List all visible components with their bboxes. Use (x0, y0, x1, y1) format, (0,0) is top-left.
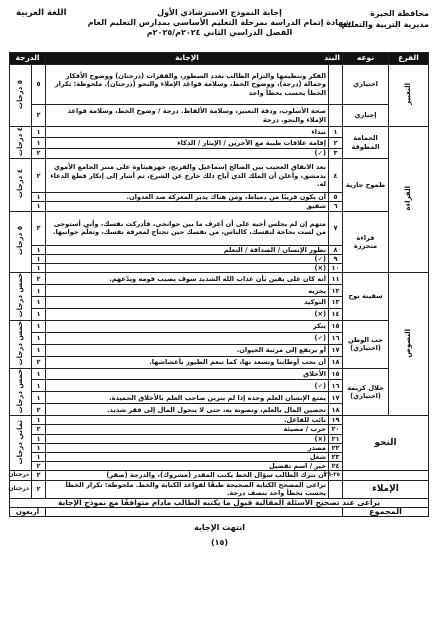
item-no: ١٦ (329, 332, 343, 344)
type-optional: اختياري (343, 65, 389, 105)
row-mark: ١ (32, 452, 46, 461)
item-no: ١٣ (329, 297, 343, 309)
lesson-free-reading: قراءة متحررة (343, 211, 389, 273)
answer-text: تطور الإنسان / الصداقة / التعلم (46, 245, 329, 254)
item-no: ٨ (329, 245, 343, 254)
answer-text: الفكر وتنظيمها والتزام الطالب بعدد السطور، والفقرات (درجتان) ووضوح الأفكار وجمالة (درجة)، ووضوح الخط، وسلامة قواعد الإملاء والنحو (درجتان). ملحوظة: تكرار الخطأ يحسب بخطأ واحد (46, 65, 329, 105)
lesson-toumooh: طموح جارية (343, 159, 389, 211)
answer-text: (×) (46, 434, 329, 443)
row-mark: ١ (32, 368, 46, 380)
item-no: ١١ (329, 273, 343, 285)
item-no: ٦ (329, 202, 343, 211)
item-no: ٧ (329, 211, 343, 245)
lesson-hub: حب الوطن (اختياري) (343, 320, 389, 368)
row-mark: ١ (32, 297, 46, 309)
row-mark: ١ (32, 245, 46, 254)
grade-total: درجتان (10, 471, 32, 480)
item-no: ٢١ (329, 434, 343, 443)
section-reading: القراءة (389, 127, 429, 273)
row-mark: ٢ (32, 273, 46, 285)
table-row (10, 211, 429, 245)
row-mark: ١ (32, 332, 46, 344)
end-text: انتهت الإجابة (194, 522, 245, 532)
answer-text: نائب للفاعل. (46, 416, 329, 425)
table-row (10, 273, 429, 285)
item-no: ١٤ (329, 308, 343, 320)
total-label: المجموع (343, 507, 429, 516)
row-mark: ٢ (32, 462, 46, 471)
answer-text: تحصين المال بالعلم، وتصونه به، حتى لا يتحول المال إلى فقر شديد. (46, 404, 329, 416)
answer-text: أو يرتفع إلى مرتبة الحيوان. (46, 344, 329, 356)
table-row (10, 498, 429, 507)
page-header (10, 8, 429, 52)
col-type: نوعه (343, 53, 389, 65)
item-no: ١٥ (329, 368, 343, 380)
answer-text: ينكر (46, 320, 329, 332)
col-answer: الإجابة (46, 53, 329, 65)
item-no: ١٠ (329, 264, 343, 273)
total-row (10, 507, 429, 516)
answer-text: (✓) (46, 332, 329, 344)
table-header-row (10, 53, 429, 65)
answer-text: (×) (46, 308, 329, 320)
term-title: الفصل الدراسي الثاني ٢٠٢٤م/٢٠٢٥م (146, 28, 293, 37)
answer-text: بعد الاتفاق العجيب بين الصالح إسماعيل والفرنج، جهرهيثاوة على منبر الجامع الأموي بدمشق، وأعلن أن الملك الذي أباح ذلك خارج عن الشرع، ثم أشار إلى إنكار قطع الدعاء له. (46, 159, 329, 193)
row-mark: ٢ (32, 159, 46, 193)
subject-title: اللغة العربية (16, 8, 67, 18)
answer-text: صحة الأسلوب، ودقة التعبير، وسلامة الألفاظ. درجة / وضوح الخط، وسلامة قواعد الإملاء والنحو. درجة (46, 105, 329, 127)
item-no: ٢٤ (329, 462, 343, 471)
row-mark: ١ (32, 434, 46, 443)
item-no: ١ (329, 127, 343, 138)
table-row (10, 159, 429, 193)
lesson-khilal: خلال كريمة (اختياري) (343, 368, 389, 416)
grade-total: ٥ درجات (10, 65, 32, 127)
table-row (10, 320, 429, 332)
col-item: البند (329, 53, 343, 65)
item-no: ١٨ (329, 356, 343, 368)
type-mandatory: إجباري (343, 105, 389, 127)
answer-text: شفيق (46, 202, 329, 211)
row-mark: ٢ (32, 148, 46, 159)
row-mark: ١ (32, 264, 46, 273)
grade-total: خمس درجات (10, 320, 32, 368)
item-no: ١٧ (329, 344, 343, 356)
row-mark: ٢ (32, 356, 46, 368)
row-mark: ١ (32, 285, 46, 297)
grading-note: يراعى عند تصحيح الأسئلة المقالية قبول ما يكتبه الطالب مادام متوافقًا مع نموذج الإجابة (10, 498, 429, 507)
section-handwriting (343, 471, 429, 480)
grade-total: ٥ درجات (10, 211, 32, 273)
grade-total: ثماني درجات (10, 416, 32, 471)
answer-text: متهم إن لم يجلس أخيه على أن أعرف ما بين جوانحي، فأدركت نفسك، وأني أستوحى من لست بحاجة لنفسك، كالناس، من نفسك حين تحتاج لمعرفة نفسك، وتعلّم جوانبها. (46, 211, 329, 245)
answer-text: التوكيد (46, 297, 329, 309)
answer-text: شغل (46, 452, 329, 461)
table-row (10, 368, 429, 380)
item-no: ١٢ (329, 285, 343, 297)
row-mark: ٢ (32, 211, 46, 245)
row-mark: ١ (32, 344, 46, 356)
grade-total: خمس درجات (10, 368, 32, 416)
item-no: ١٩ (329, 416, 343, 425)
item-no: ١٥ (329, 320, 343, 332)
grade-total: ٤ درجات (10, 127, 32, 159)
certificate-title: شهادة إتمام الدراسة بمرحلة التعليم الأساسي بمدارس التعليم العام (87, 18, 352, 27)
answer-text: (✓) (46, 254, 329, 263)
row-mark: ٢ (32, 105, 46, 127)
grade-total: درجتان (10, 480, 32, 498)
answer-text: خير / اسم تفضيل (46, 462, 329, 471)
item-no: ٣ (329, 148, 343, 159)
exam-title: إجابة النموذج الاسترشادي الأول (157, 8, 282, 17)
item-no: ٥ (329, 193, 343, 202)
item-no: ٢٢ (329, 443, 343, 452)
directorate: مديرية التربية والتعليم (341, 20, 429, 29)
table-row (10, 105, 429, 127)
answer-text: (✓) (46, 148, 329, 159)
section-dictation: الإملاء (343, 480, 429, 498)
item-no: ٢ (329, 137, 343, 148)
col-branch: الفرع (389, 53, 429, 65)
answer-text: أن تترك الطالب سؤال الخط يكتب المقدر (مشروك)، والدرجة (صفر) (46, 471, 329, 480)
table-row (10, 416, 429, 425)
answer-text: أنه كان على يقين بأن عذاب الله الشديد سوف يصيب قومه ويدّعهم. (46, 273, 329, 285)
row-mark: ٢ (32, 480, 46, 498)
answer-text: مصدر (46, 443, 329, 452)
page-number: (١٥) (210, 537, 229, 547)
answer-text: يمتع الإنسان العلم وحده إذا لم يتزين صاحب العلم بالأخلاق الحميدة. (46, 392, 329, 404)
table-row (10, 127, 429, 138)
table-row (10, 65, 429, 105)
row-mark: ٢ (32, 471, 46, 480)
row-mark: ١ (32, 193, 46, 202)
item-no: ٢٥-٢٦ (329, 471, 343, 480)
item-no: ٢٣ (329, 452, 343, 461)
col-grade: الدرجة (10, 53, 46, 65)
row-mark: ١ (32, 137, 46, 148)
answer-text: أن نحب أوطاننا وتسعد بها، كما تنعم الطيور بأعشاشها. (46, 356, 329, 368)
item-no: ٢٠ (329, 425, 343, 434)
row-mark: ١ (32, 127, 46, 138)
row-mark: ١ (32, 308, 46, 320)
answer-text: يخزيه (46, 285, 329, 297)
row-mark: ١ (32, 443, 46, 452)
total-value: أربعون (10, 507, 46, 516)
item-no: ٤ (329, 159, 343, 193)
item-no: ١٦ (329, 380, 343, 392)
row-mark: ١ (32, 380, 46, 392)
answer-text: (✓) (46, 380, 329, 392)
row-mark: ١ (32, 416, 46, 425)
row-mark: ١ (32, 392, 46, 404)
row-mark: ١ (32, 202, 46, 211)
item-no: ٩ (329, 254, 343, 263)
governorate: محافظة الجيزة (370, 9, 429, 18)
answer-text: تراعى المصحح الكتابة الصحيحة طبقًا لقواعد الكتابة والخط. ملحوظة: تكرار الخطأ يحسب بخطأ واحد بنصف درجة. (46, 480, 329, 498)
answer-text: الأخلاق (46, 368, 329, 380)
header-center (10, 8, 429, 38)
row-mark: ١ (32, 320, 46, 332)
row-mark: ٥ (32, 65, 46, 105)
grade-total: خمس درجات (10, 273, 32, 321)
answer-text: إقامة علاقات طيبة مع الآخرين / الإيثار / الذكاء (46, 137, 329, 148)
item-no: ١٨ (329, 404, 343, 416)
answer-text: بيداء (46, 127, 329, 138)
answer-table (9, 52, 429, 517)
row-mark: ٢ (32, 404, 46, 416)
answer-text: أن يكون قريبًا من دمياط، ومن هناك يدير المعركة ضد العدوان. (46, 193, 329, 202)
table-row (10, 471, 429, 480)
lesson-hamama: الحمامة المطوقة (343, 127, 389, 159)
section-tabeer: التعبير (389, 65, 429, 127)
answer-text: (×) (46, 264, 329, 273)
row-mark: ١ (32, 254, 46, 263)
section-grammar: النحو (343, 416, 429, 471)
table-row (10, 480, 429, 498)
grade-total: ٤ درجات (10, 159, 32, 211)
lesson-safina: سفينة نوح (343, 273, 389, 321)
answer-text: حرب / مضيئة (46, 425, 329, 434)
section-texts: النصوص (389, 273, 429, 416)
row-mark: ٢ (32, 425, 46, 434)
item-no: ١٧ (329, 392, 343, 404)
